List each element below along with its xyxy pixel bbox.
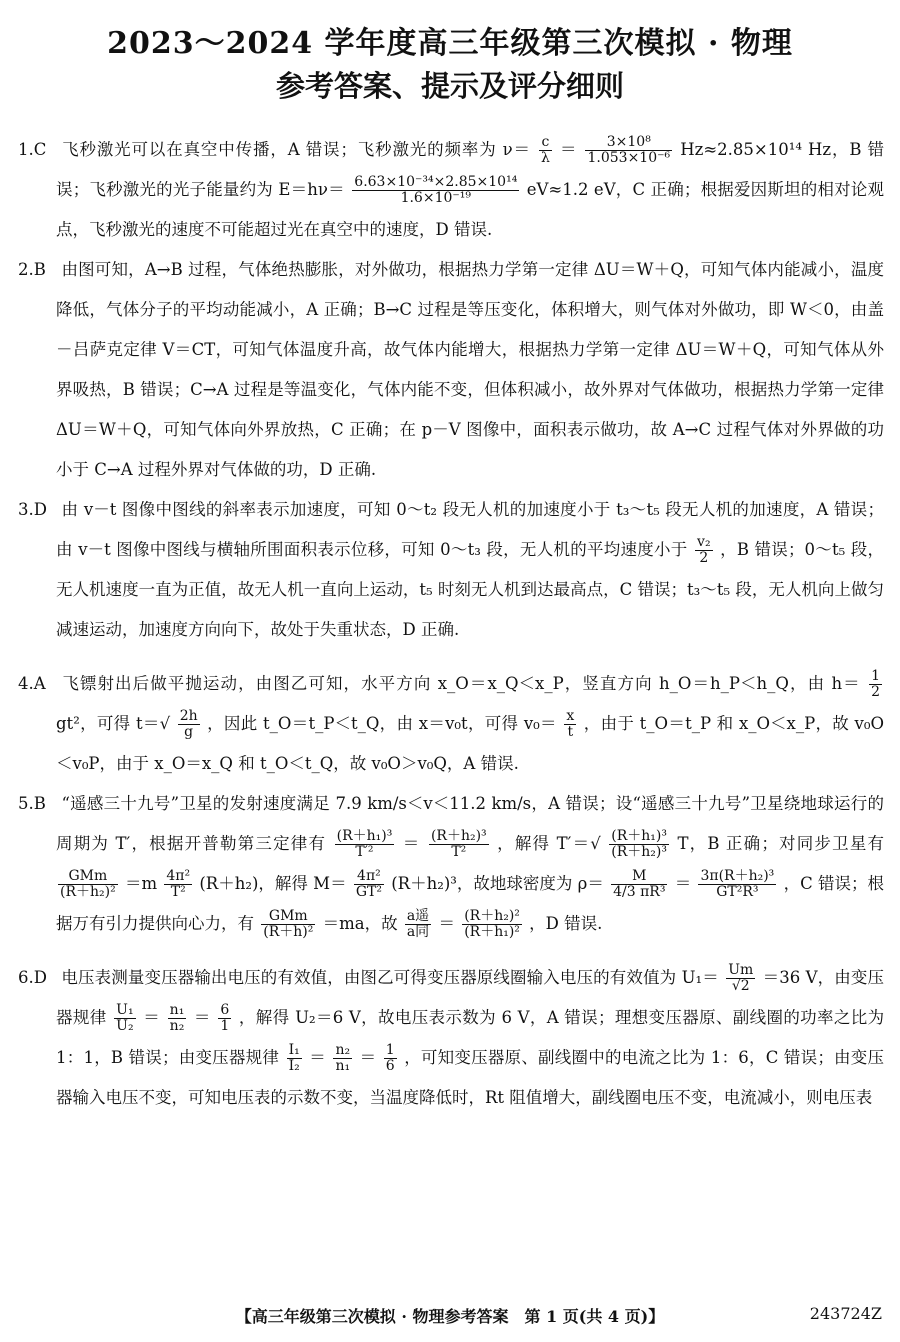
fraction: $\frac{\text{(R＋h₁)³}}{\text{T′²}}$ (336, 827, 393, 860)
answer-text: ＝ (143, 1008, 161, 1027)
answer-text: ＝m (124, 874, 158, 893)
fraction: $\frac{\text{(R＋h₂)³}}{\text{T²}}$ (430, 827, 487, 860)
fraction: $\frac{\text{U₁}}{\text{U₂}}$ (116, 1001, 134, 1034)
answer-text: gt²，可得 t＝√ (56, 714, 171, 733)
footer-page-info: 【高三年级第三次模拟 · 物理参考答案 第 1 页(共 4 页)】 (235, 1307, 665, 1326)
answer-text: ，C 错误；根据万有引力提供向心力，有 (56, 874, 884, 933)
fraction: $\frac{\text{GMm}}{\text{(R＋h)²}}$ (263, 907, 314, 940)
fraction: $\frac{c}{\lambda}$ (541, 133, 550, 166)
fraction: $\frac{2h}{g}$ (179, 707, 198, 740)
answer-text: ，解得 U₂＝6 V，故电压表示数为 6 V，A 错误；理想变压器原、副线圈的功率之比为 1：1，B 错误；由变压器规律 (56, 1008, 885, 1067)
answer-text: ，由于 t_O＝t_P 和 x_O＜x_P，故 v₀O＜v₀P，由于 x_O＝x_Q 和 t_O＜t_Q，故 v₀O＞v₀Q，A 错误. (56, 714, 885, 773)
answer-item-4 (18, 664, 884, 784)
fraction: $\frac{Um}{√2}$ (728, 961, 754, 994)
answer-text: T，B 正确；对同步卫星有 (677, 834, 885, 853)
fraction: $\frac{1}{2}$ (871, 667, 880, 700)
answer-text: ＝ (674, 874, 692, 893)
answer-text: 飞镖射出后做平抛运动，由图乙可知，水平方向 x_O＝x_Q＜x_P，竖直方向 h_O＝h_P＜h_Q，由 h＝ (62, 674, 861, 693)
fraction: $\frac{\text{v₂}}{2}$ (697, 533, 711, 566)
answer-text: (R＋h₂)³，故地球密度为 ρ＝ (391, 874, 604, 893)
answer-item-6 (18, 958, 884, 1118)
page-title: 2023～2024 学年度高三年级第三次模拟 · 物理 (107, 26, 793, 61)
fraction: $\frac{\text{n₁}}{\text{n₂}}$ (169, 1001, 185, 1034)
answer-item-5 (18, 784, 884, 944)
page-footer (0, 1304, 900, 1330)
fraction: $\frac{\text{(R＋h₁)³}}{\text{(R＋h₂)³}}$ (611, 827, 667, 860)
fraction: $\frac{6}{1}$ (220, 1001, 230, 1034)
answer-text: ＝ (438, 914, 455, 933)
answer-text: (R＋h₂)，解得 M＝ (199, 874, 347, 893)
fraction: $\frac{M}{\text{4/3 πR³}}$ (613, 867, 666, 900)
answer-text: ＝ (560, 140, 578, 159)
answer-text: ＝ (193, 1008, 211, 1027)
fraction: $\frac{\text{4π²}}{\text{T²}}$ (166, 867, 191, 900)
answer-text: 由 v－t 图像中图线的斜率表示加速度，可知 0～t₂ 段无人机的加速度小于 t₃～t₅ 段无人机的加速度，A 错误；由 v－t 图像中图线与横轴所围面积表示位移，可知 0～t₃ 段，无人机的平均速度小于 (56, 500, 884, 559)
footer-code: 243724Z (809, 1304, 882, 1323)
answer-text: ＝36 V，由变压器规律 (56, 968, 885, 1027)
fraction: $\frac{\text{GMm}}{\text{(R＋h₂)²}}$ (60, 867, 116, 900)
answer-number: 4.A (18, 674, 46, 693)
answer-item-2 (18, 250, 884, 490)
fraction: $\frac{x}{t}$ (566, 707, 575, 740)
answer-item-1 (18, 130, 884, 250)
fraction: $\frac{1}{6}$ (385, 1041, 395, 1074)
answer-text: ，可知变压器原、副线圈中的电流之比为 1：6，C 错误；由变压器输入电压不变，可知电压表的示数不变，当温度降低时，Rt 阻值增大，副线圈电压不变，电流减小，则电压表 (56, 1048, 885, 1107)
answer-text: ＝ (402, 834, 421, 853)
answer-text: 飞秒激光可以在真空中传播，A 错误；飞秒激光的频率为 ν＝ (62, 140, 531, 159)
fraction: $\frac{\text{3π(R＋h₂)³}}{\text{GT²R³}}$ (700, 867, 775, 900)
page-subtitle: 参考答案、提示及评分细则 (275, 69, 624, 103)
fraction: $\frac{\text{6.63×10⁻³⁴×2.85×10¹⁴}}{\text{1.6×10⁻¹⁹}}$ (354, 173, 518, 206)
answer-number: 5.B (18, 794, 46, 813)
answer-text: ，解得 T′＝√ (497, 834, 601, 853)
answer-text: “遥感三十九号”卫星的发射速度满足 7.9 km/s＜v＜11.2 km/s，A 错误；设“遥感三十九号”卫星绕地球运行的周期为 T′，根据开普勒第三定律有 (56, 794, 885, 853)
fraction: $\frac{\text{3×10⁸}}{\text{1.053×10⁻⁶}}$ (587, 133, 671, 166)
answer-text: 电压表测量变压器输出电压的有效值，由图乙可得变压器原线圈输入电压的有效值为 U₁＝ (61, 968, 719, 987)
answer-text: ，B 错误；0～t₅ 段，无人机速度一直为正值，故无人机一直向上运动，t₅ 时刻无人机到达最高点，C 错误；t₃～t₅ 段，无人机向上做匀减速运动，加速度方向向下，故处于失重状态，D 正确. (56, 540, 885, 639)
fraction: $\frac{\text{(R＋h₂)²}}{\text{(R＋h₁)²}}$ (464, 907, 520, 940)
answer-text: eV≈1.2 eV，C 正确；根据爱因斯坦的相对论观点，飞秒激光的速度不可能超过光在真空中的速度，D 错误. (56, 180, 885, 239)
answer-text: ＝ (359, 1048, 377, 1067)
answer-text: Hz≈2.85×10¹⁴ Hz，B 错误；飞秒激光的光子能量约为 E＝hν＝ (56, 140, 885, 199)
fraction: $\frac{\text{a遥}}{\text{a同}}$ (406, 907, 430, 940)
answer-text: ＝ma，故 (322, 914, 398, 933)
answer-text: ＝ (309, 1048, 326, 1067)
answer-number: 3.D (18, 500, 47, 519)
answer-number: 1.C (18, 140, 47, 159)
fraction: $\frac{\text{n₂}}{\text{n₁}}$ (335, 1041, 351, 1074)
answer-number: 6.D (18, 968, 47, 987)
answer-text: 由图可知，A→B 过程，气体绝热膨胀，对外做功，根据热力学第一定律 ΔU＝W＋Q，可知气体内能减小，温度降低，气体分子的平均动能减小，A 正确；B→C 过程是等压变化，体积增大，则气体对外做功，即 W＜0，由盖－吕萨克定律 V＝CT，可知气体温度升高，故气体内能增大，根据热力学第一定律 ΔU＝W＋Q，可知气体从外界吸热，B 错误；C→A 过程是等温变化，气体内能不变，但体积减小，故外界对气体做功，根据热力学第一定律 ΔU＝W＋Q，可知气体向外界放热，C 正确；在 p－V 图像中，面积表示做功，故 A→C 过程气体对外界做的功小于 C→A 过程外界对气体做的功，D 正确. (56, 260, 885, 479)
answer-text: ，D 错误. (529, 914, 603, 933)
fraction: $\frac{\text{4π²}}{\text{GT²}}$ (355, 867, 382, 900)
fraction: $\frac{\text{I₁}}{\text{I₂}}$ (288, 1041, 300, 1074)
answer-text: ，因此 t_O＝t_P＜t_Q，由 x＝v₀t，可得 v₀＝ (207, 714, 557, 733)
answers-body (18, 130, 884, 1118)
answer-number: 2.B (18, 260, 46, 279)
answer-item-3 (18, 490, 884, 650)
